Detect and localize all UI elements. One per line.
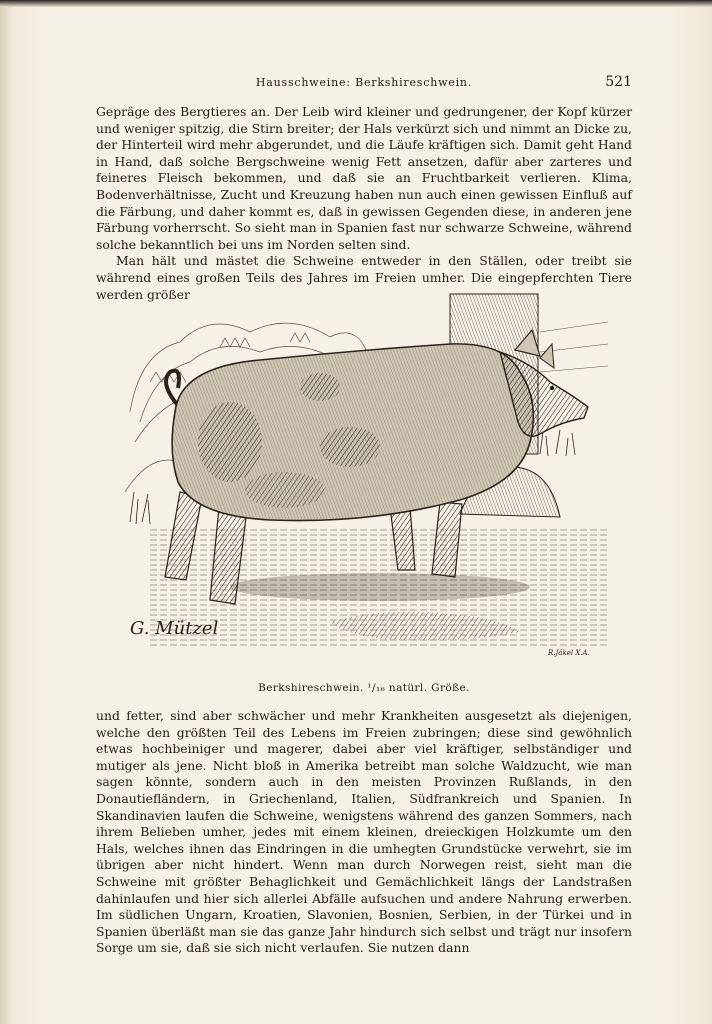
page-spine-shadow — [0, 0, 14, 1024]
paragraph: und fetter, sind aber schwächer und mehr Krankheiten ausgesetzt als diejenigen, welche den größten Teil des Lebens im Freien zubringen; diese sind gewöhnlich etwas hochbeiniger und magerer, dabei aber viel kräftiger, selbständiger und mutiger als jene. Nicht bloß in Amerika betreibt man solche Waldzucht, wie man sagen könnte, sondern auch in den meisten Provinzen Rußlands, in den Donautiefländern, in Griechenland, Italien, Südfrankreich und Spanien. In Skandinavien laufen die Schweine, wenigstens während des ganzen Sommers, nach ihrem Belieben umher, jedes mit einem kleinen, dreieckigen Holzkumte um den Hals, welches ihnen das Eindringen in die umhegten Grundstücke verwehrt, sie im übrigen aber nicht hindert. Wenn man durch Norwegen reist, sieht man die Schweine mit größter Behaglichkeit und Gemächlichkeit längs der Landstraßen dahinlaufen und hier sich allerlei Abfälle aufsuchen und andere Nahrung erwerben. Im südlichen Ungarn, Kroatien, Slavonien, Bosnien, Serbien, in der Türkei und in Spanien überläßt man sie das ganze Jahr hindurch sich selbst und trägt nur insofern Sorge um sie, daß sie sich nicht verlaufen. Sie nutzen dann — [96, 708, 632, 956]
page-number: 521 — [605, 74, 632, 90]
pig-spot — [300, 373, 340, 401]
engraver-signature: R.Jäkel X.A. — [548, 649, 590, 657]
paragraph: Gepräge des Bergtieres an. Der Leib wird kleiner und gedrungener, der Kopf kürzer und weniger spitzig, die Stirn breiter; der Hals verkürzt sich und nimmt an Dicke zu, der Hinterteil wird mehr abgerundet, und die Läufe kräftigen sich. Damit geht Hand in Hand, daß solche Bergschweine wenig Fett ansetzen, dafür aber zarteres und feineres Fleisch bekommen, und daß sie an Fruchtbarkeit verlieren. Klima, Bodenverhältnisse, Zucht und Kreuzung haben nun auch einen gewissen Einfluß auf die Färbung, und daher kommt es, daß in gewissen Gegenden diese, in anderen jene Färbung vorherrscht. So sieht man in Spanien fast nur schwarze Schweine, während solche bekanntlich bei uns im Norden selten sind. — [96, 104, 632, 252]
body-text-top — [96, 104, 632, 303]
pig-spot — [320, 427, 380, 467]
figure-caption: Berkshireschwein. ¹/₁₆ natürl. Größe. — [258, 682, 470, 694]
running-title: Hausschweine: Berkshireschwein. — [255, 76, 473, 89]
pig-engraving-illustration — [120, 292, 620, 672]
pig-shadow — [230, 573, 530, 601]
pig-spot — [245, 472, 325, 508]
page-header — [96, 76, 632, 94]
pig-spot — [198, 402, 262, 482]
page-top-edge — [0, 0, 712, 7]
pig-eye — [550, 386, 554, 390]
paragraph: Man hält und mästet die Schweine entweder in den Ställen, oder treibt sie während eines großen Teils des Jahres im Freien umher. Die eingepferchten Tiere werden größer — [96, 253, 632, 302]
pig-ear — [540, 344, 554, 368]
artist-signature: G. Mützel — [130, 618, 219, 639]
body-text-bottom — [96, 708, 632, 957]
